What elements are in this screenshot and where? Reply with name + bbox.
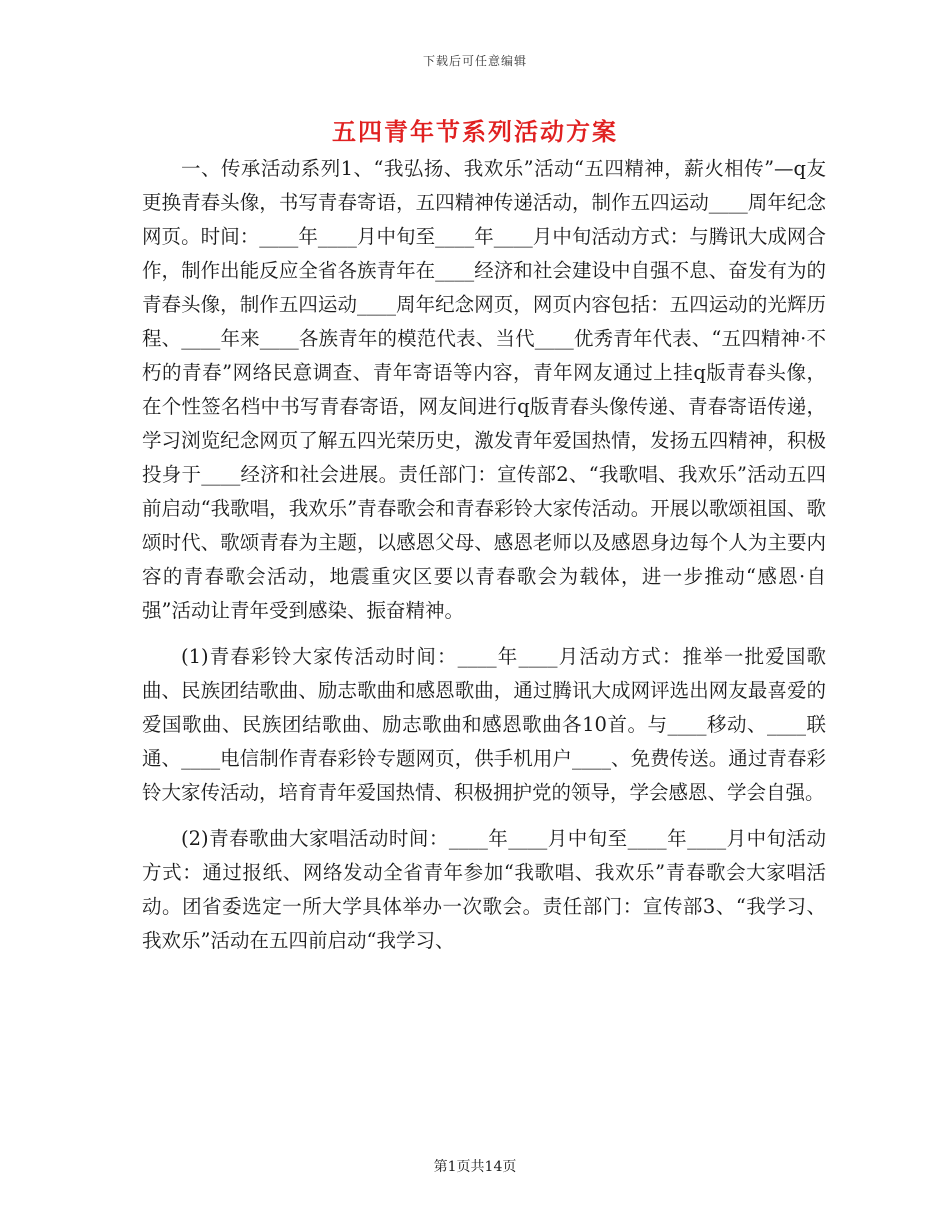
paragraph-2: (1)青春彩铃大家传活动时间：____年____月活动方式：推举一批爱国歌曲、民族团结歌曲、励志歌曲和感恩歌曲，通过腾讯大成网评选出网友最喜爱的爱国歌曲、民族团结歌曲、励志歌曲和感恩歌曲各10首。与____移动、____联通、____电信制作青春彩铃专题网页，供手机用户____、免费传送。通过青春彩铃大家传活动，培育青年爱国热情、积极拥护党的领导，学会感恩、学会自强。 (142, 645, 826, 804)
document-body (142, 152, 826, 970)
document-title: 五四青年节系列活动方案 (332, 117, 618, 146)
paragraph-1: 一、传承活动系列1、“我弘扬、我欢乐”活动“五四精神，薪火相传”—q友更换青春头像，书写青春寄语，五四精神传递活动，制作五四运动____周年纪念网页。时间：____年____月中旬至____年____月中旬活动方式：与腾讯大成网合作，制作出能反应全省各族青年在____经济和社会建设中自强不息、奋发有为的青春头像，制作五四运动____周年纪念网页，网页内容包括：五四运动的光辉历程、____年来____各族青年的模范代表、当代____优秀青年代表、“五四精神·不朽的青春”网络民意调查、青年寄语等内容，青年网友通过上挂q版青春头像，在个性签名档中书写青春寄语，网友间进行q版青春头像传递、青春寄语传递，学习浏览纪念网页了解五四光荣历史，激发青年爱国热情，发扬五四精神，积极投身于____经济和社会进展。责任部门：宣传部2、“我歌唱、我欢乐”活动五四前启动“我歌唱，我欢乐”青春歌会和青春彩铃大家传活动。开展以歌颂祖国、歌颂时代、歌颂青春为主题，以感恩父母、感恩老师以及感恩身边每个人为主要内容的青春歌会活动，地震重灾区要以青春歌会为载体，进一步推动“感恩·自强”活动让青年受到感染、振奋精神。 (142, 157, 826, 622)
header-note: 下载后可任意编辑 (422, 54, 527, 68)
paragraph-3: (2)青春歌曲大家唱活动时间：____年____月中旬至____年____月中旬活动方式：通过报纸、网络发动全省青年参加“我歌唱、我欢乐”青春歌会大家唱活动。团省委选定一所大学具体举办一次歌会。责任部门：宣传部3、“我学习、我欢乐”活动在五四前启动“我学习、 (142, 827, 826, 952)
page-number: 第1页共14页 (433, 1159, 517, 1175)
